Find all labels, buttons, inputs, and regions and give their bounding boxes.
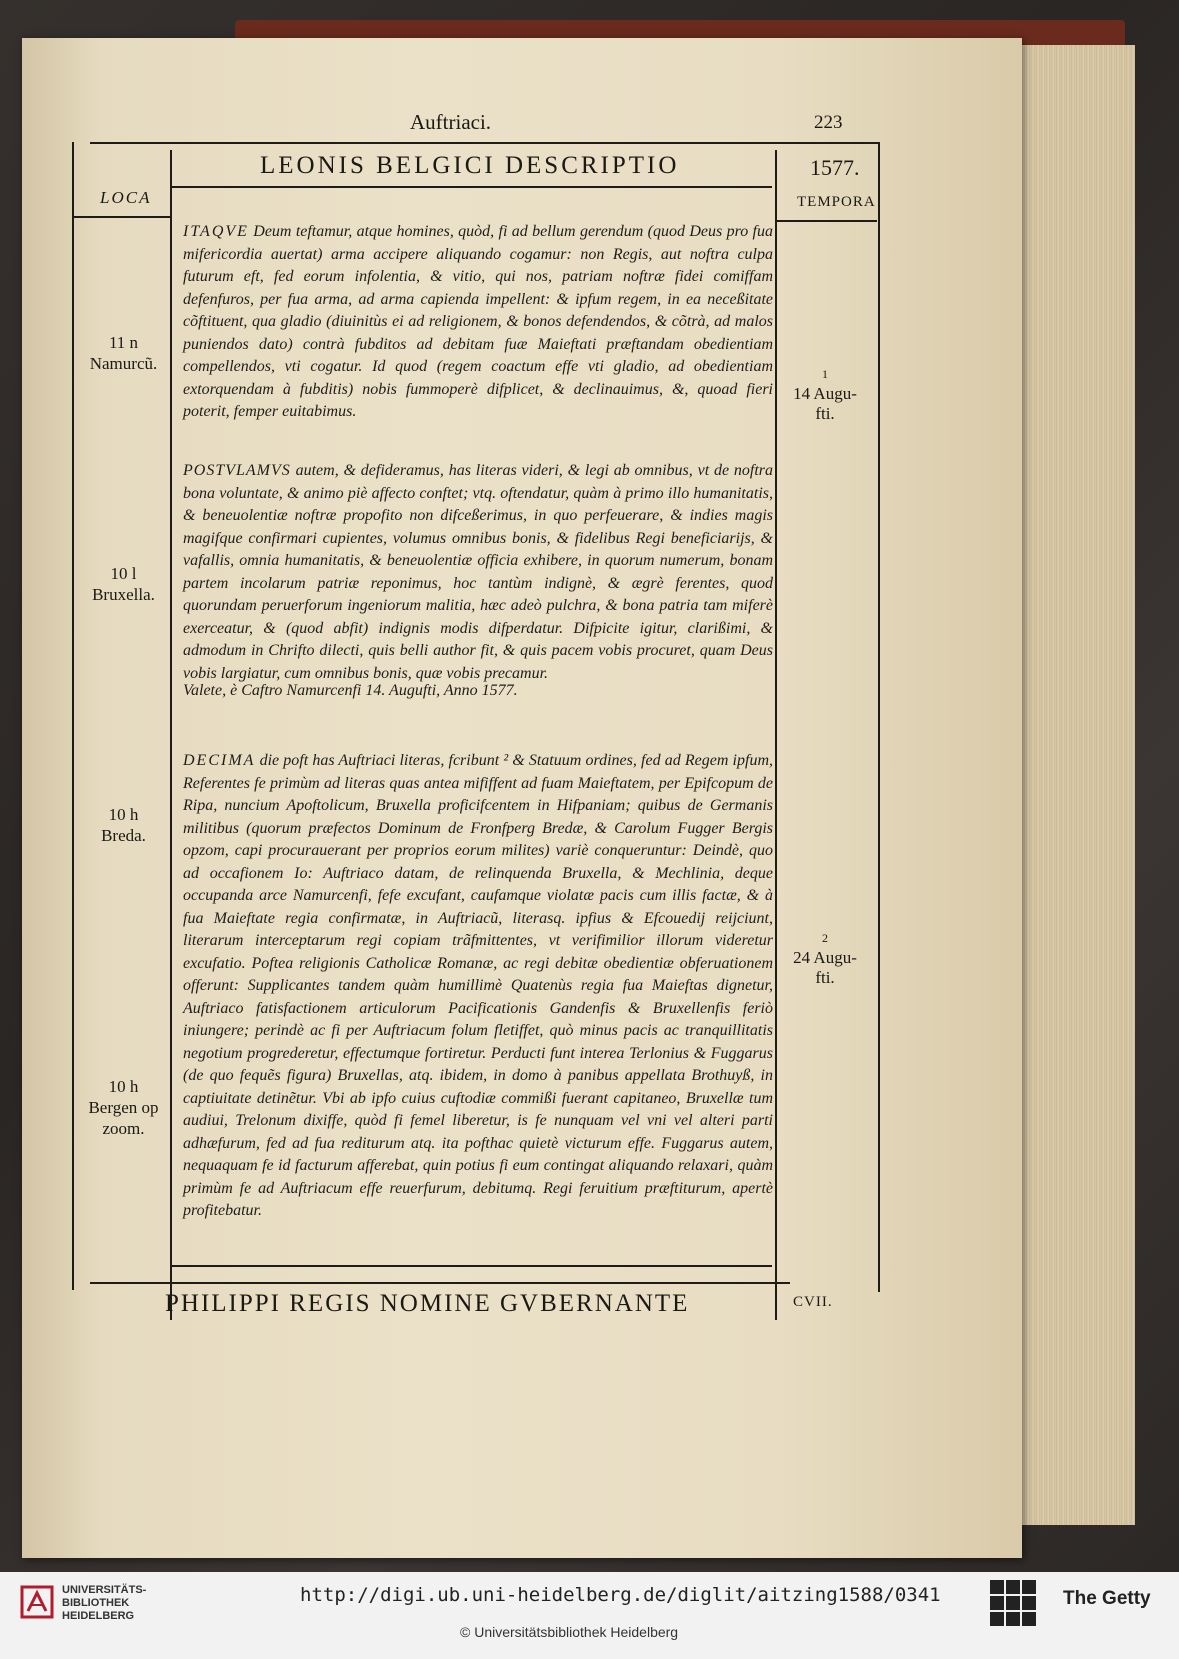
- paragraph-text: die poft has Auftriaci literas, fcribunt ² & Statuum ordines, fed ad Regem ipfum, Referentes fe primùm ad literas quas antea mififfent ad fuam Maieftatem, per Epifcopum de Ripa, nuncium Apoftolicum, Bruxella proficifcentem in Hifpaniam; quibus de Germanis militibus (quorum præfectos Dominum de Fronfperg Bredæ, & Carolum Fugger Bergis opzom, capi procurauerant per proprios eorum milites) variè conqueruntur: Deindè, quo ad occafionem Io: Auftriaco datam, de relinquenda Bruxella, & Mechlinia, deque occupanda arce Namurcenfi, fefe excufant, caufamque violatæ pacis cum illis factæ, & à fua Maieftate regia confirmatæ, in Auftriacũ, literasq. ipfius & Efcouedij reijciunt, literarum interceptarum regi copiam trãfmittentes, vt verifimilior illorum videretur excufatio. Poftea religionis Catholicæ Romanæ, ac regi debitæ obedientiæ obferuationem offerunt: Supplicantes tandem quàm humillimè Quatenùs regia fua Maieftas dignetur, Auftriaco fatisfactionem articulorum Pacificationis Gandenfis & Bruxellenfis feriò iniungere; perindè ac fi per Auftriacum folum fletiffet, quò minus pacis ac tranquillitatis negotium progrederetur, effectumque fortiretur. Perducti funt interea Terlonius & Fuggarus (de quo fequẽs figura) Bruxellas, atq. ibidem, in domo à panibus appellata Brothuyß, in captiuitate detinẽtur. Vbi ab ipfo cuius cuftodiæ commißi fuerant capitaneo, Bruxellæ tum audiui, Trelonum dixiffe, quòd fi femel liberetur, is fe nunquam vel vni vel alteri parti adhæfurum, fed ad fua rediturum atq. ita pofthac quietè victurum effe. Fuggarus autem, nequaquam fe id facturum afferebat, quin potius fi eum contingat aliquando relaxari, quàm primùm fe ad Auftriacum effe reuerfurum, debitumq. Regi feruitium præftiturum, apertè profitebatur.: [183, 752, 773, 1219]
- tempora-date-cont: fti.: [815, 968, 835, 987]
- paragraph-text: Deum teftamur, atque homines, quòd, fi ad bellum gerendum (quod Deus pro fua mifericordia auertat) arma accipere aliquando cogamur: non Regis, aut noftra culpa futurum eft, fed eorum infolentia, & vitio, qui nos, patriam noftræ fidei comiffam defenfuros, per fua arma, ad arma capienda impellent: & ipfum regem, in ea neceßitate cõftituent, qua gladio (diuinitùs ei ad religionem, & bonos defendendos, & cõtrà, ad malos puniendos dato) contrà fubditos ad debitam fuæ Maieftati præftandam obedientiam compellendos, vti cogatur. Id quod (regem coactum effe vti gladio, ad obedientiam extorquendam à fubditis) nobis fummoperè difplicet, & declinauimus, &, quoad fieri poterit, femper euitabimus.: [183, 223, 773, 420]
- running-head-title: Auftriaci.: [410, 110, 492, 134]
- loca-coord: 10 h: [108, 1077, 139, 1096]
- loca-place: Breda.: [101, 826, 146, 845]
- paragraph-decima: [183, 750, 773, 1223]
- rule-right-outer: [878, 142, 880, 1292]
- tempora-note-num: 2: [822, 931, 828, 945]
- loca-place: Namurcũ.: [89, 354, 158, 373]
- signature-mark: CVII.: [793, 1294, 833, 1310]
- loca-coord: 10 l: [110, 564, 137, 583]
- page-number: 223: [814, 112, 843, 133]
- loca-namur: [76, 332, 171, 374]
- tempora-date: 24 Augu-: [793, 948, 857, 967]
- library-name-line: BIBLIOTHEK: [62, 1597, 130, 1609]
- letter-signature: Valete, è Caftro Namurcenfi 14. Augufti, Anno 1577.: [183, 682, 518, 699]
- paragraph-lead: DECIMA: [183, 752, 256, 769]
- library-name: [62, 1584, 146, 1623]
- footer-title: PHILIPPI REGIS NOMINE GVBERNANTE: [165, 1290, 690, 1317]
- loca-bruxella: [76, 563, 171, 605]
- tempora-date-cont: fti.: [815, 404, 835, 423]
- tempora-date: 14 Augu-: [793, 384, 857, 403]
- loca-heading: LOCA: [100, 188, 152, 207]
- tempora-first: [780, 364, 870, 424]
- rule-top-outer: [90, 142, 880, 144]
- frame-year: 1577.: [810, 155, 860, 180]
- rule-loca-underline: [74, 216, 170, 218]
- page-edges: [1010, 45, 1135, 1525]
- permalink-url[interactable]: http://digi.ub.uni-heidelberg.de/diglit/aitzing1588/0341: [300, 1584, 941, 1606]
- tempora-heading: TEMPORA: [797, 194, 876, 210]
- paragraph-lead: POSTVLAMVS: [183, 462, 291, 479]
- loca-breda: [76, 804, 171, 846]
- library-name-line: UNIVERSITÄTS-: [62, 1584, 147, 1596]
- rule-top-inner: [172, 186, 772, 188]
- tempora-second: [780, 928, 870, 988]
- paragraph-text: autem, & defideramus, has literas videri, & legi ab omnibus, vt de noftra bona voluntate, & animo piè affecto conftet; vtq. oftendatur, quàm à primo illo humanitatis, & beneuolentiæ noftræ propofito non difceßerimus, in quo perfeuerare, & indies magis magifque confirmari cupientes, volumus omnibus bonis, & fidelibus Regi beneficiarijs, & vafallis, omnia humanitatis, & beneuolentiæ officia exhibere, in quorum numerum, bonam partem incolarum patriæ reponimus, hoc tantùm indignè, & ægrè ferentes, quod quorundam peruerforum ingeniorum malitia, hæc adeò pulchra, & bona patria tam miferè exerceatur, & (quod abfit) indignis modis difperdatur. Difpicite igitur, clarißimi, & admodum in Chrifto dilecti, quis belli author fit, & quis pacem vobis procuret, quam Deus vobis largiatur, cum omnibus bonis, quæ vobis precamur.: [183, 462, 774, 682]
- loca-bergen: [76, 1076, 171, 1139]
- copyright-notice: © Universitätsbibliothek Heidelberg: [460, 1624, 679, 1640]
- rule-tempora-underline: [777, 220, 877, 222]
- rule-bottom-inner: [172, 1265, 772, 1267]
- loca-place: Bergen op zoom.: [88, 1098, 159, 1138]
- frame-title: LEONIS BELGICI DESCRIPTIO: [260, 152, 680, 179]
- getty-logo-icon: [990, 1580, 1036, 1628]
- loca-place: Bruxella.: [92, 585, 155, 604]
- rule-bottom-outer: [90, 1282, 790, 1284]
- paragraph-postulamus: [183, 460, 773, 685]
- tempora-note-num: 1: [822, 367, 828, 381]
- rule-left-outer: [72, 142, 74, 1290]
- rule-left-inner: [170, 150, 172, 1320]
- library-name-line: HEIDELBERG: [62, 1610, 135, 1622]
- viewer-footer-bar: [0, 1572, 1179, 1659]
- getty-label: The Getty: [1063, 1588, 1151, 1609]
- paragraph-itaque: [183, 221, 773, 424]
- loca-coord: 11 n: [108, 333, 139, 352]
- heidelberg-library-logo-icon: [20, 1585, 54, 1619]
- paragraph-lead: ITAQVE: [183, 223, 249, 240]
- loca-coord: 10 h: [108, 805, 139, 824]
- rule-right-inner: [775, 150, 777, 1320]
